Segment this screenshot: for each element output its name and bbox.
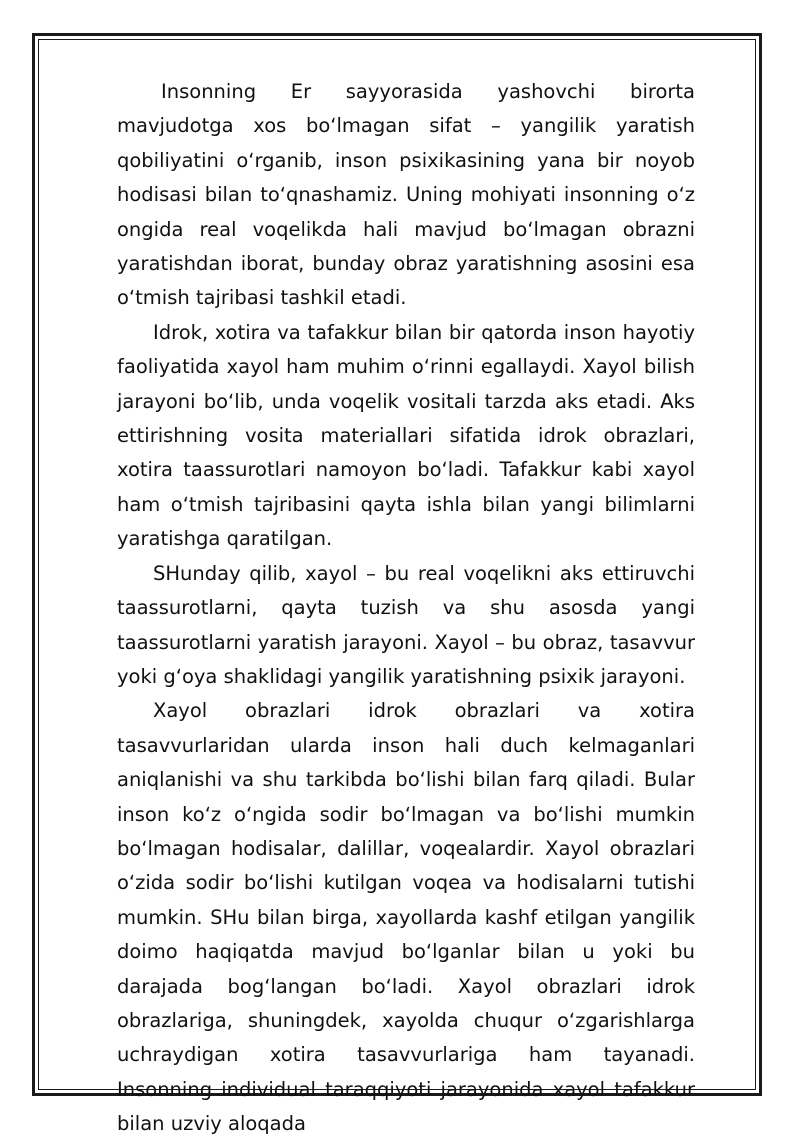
paragraph-4: Xayol obrazlari idrok obrazlari va xotira tasavvurlaridan ularda inson hali duch kelmaganlari aniqlanishi va shu tarkibda boʻlishi bilan farq qiladi. Bular inson koʻz oʻngida sodir boʻlmagan va boʻlishi mumkin boʻlmagan hodisalar, dalillar, voqealardir. Xayol obrazlari oʻzida sodir boʻlishi kutilgan voqea va hodisalarni tutishi mumkin. SHu bilan birga, xayollarda kashf etilgan yangilik doimo haqiqatda mavjud boʻlganlar bilan u yoki bu darajada bogʻlangan boʻladi. Xayol obrazlari idrok obrazlariga, shuningdek, xayolda chuqur oʻzgarishlarga uchraydigan xotira tasavvurlariga ham tayanadi. Insonning individual taraqqiyoti jarayonida xayol tafakkur bilan uzviy aloqada — [117, 699, 695, 1136]
paragraph-3: SHunday qilib, xayol – bu real voqelikni aks ettiruvchi taassurotlarni, qayta tuzish va shu asosda yangi taassurotlarni yaratish jarayoni. Xayol – bu obraz, tasavvur yoki gʻoya shaklidagi yangilik yaratishning psixik jarayoni. — [117, 561, 695, 688]
paragraph-1: Insonning Er sayyorasida yashovchi birorta mavjudotga xos boʻlmagan sifat – yangilik yaratish qobiliyatini oʻrganib, inson psixikasining yana bir noyob hodisasi bilan toʻqnashamiz. Uning mohiyati insonning oʻz ongida real voqelikda hali mavjud boʻlmagan obrazni yaratishdan iborat, bunday obraz yaratishning asosini esa oʻtmish tajribasi tashkil etadi. — [117, 80, 695, 310]
paragraph-2: Idrok, xotira va tafakkur bilan bir qatorda inson hayotiy faoliyatida xayol ham muhim oʻrinni egallaydi. Xayol bilish jarayoni boʻlib, unda voqelik vositali tarzda aks etadi. Aks ettirishning vosita materiallari sifatida idrok obrazlari, xotira taassurotlari namoyon boʻladi. Tafakkur kabi xayol ham oʻtmish tajribasini qayta ishla bilan yangi bilimlarni yaratishga qaratilgan. — [117, 320, 695, 551]
document-body — [117, 75, 695, 1136]
